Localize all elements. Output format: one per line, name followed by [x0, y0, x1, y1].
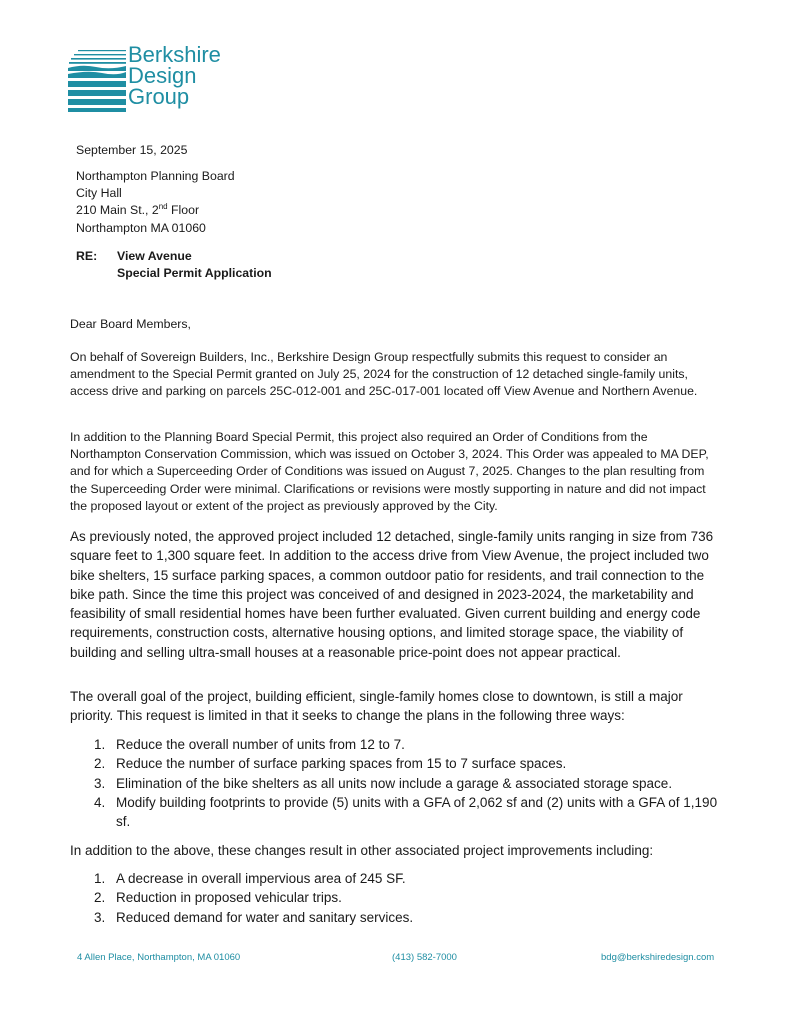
recipient-line-1: Northampton Planning Board: [76, 169, 235, 183]
list-item: 1. Reduce the overall number of units from 12 to 7.: [94, 737, 405, 752]
list-item: 3. Reduced demand for water and sanitary services.: [94, 909, 414, 925]
list-item: 4. Modify building footprints to provide (5) units with a GFA of 2,062 sf and (2) units with a GFA of 1,190 sf.: [94, 794, 718, 830]
list-item: 2. Reduce the number of surface parking spaces from 15 to 7 surface spaces.: [94, 756, 567, 772]
footer-email: bdg@berkshiredesign.com: [601, 952, 715, 963]
salutation: Dear Board Members,: [70, 317, 191, 331]
logo-word-group: Group: [128, 84, 190, 109]
paragraph-conservation: In addition to the Planning Board Special Permit, this project also required an Order of Conditions from the Northampton Conservation Commission, which was issued on October 3, 2024. This Order was appealed to MA DEP, and for which a Superceeding Order of Conditions was issued on August 7, 2025. Changes to the plan resulting from the Superceeding Order were minimal. Clarifications or revisions were mostly supporting in nature and did not impact the proposed layout or extent of the project as previously approved by the City.: [70, 430, 709, 513]
footer-phone: (413) 582-7000: [392, 952, 457, 963]
footer-address: 4 Allen Place, Northampton, MA 01060: [77, 952, 241, 963]
letter-date: September 15, 2025: [76, 143, 188, 157]
subject-lines: [117, 248, 272, 282]
floor-word: Floor: [167, 203, 200, 218]
list-item: 3. Elimination of the bike shelters as all units now include a garage & associated storage space.: [94, 775, 673, 791]
street-address: 210 Main St., 2: [76, 203, 159, 218]
paragraph-improvements: In addition to the above, these changes result in other associated project improvements including:: [70, 843, 654, 858]
list-item: 1. A decrease in overall impervious area of 245 SF.: [94, 871, 406, 886]
landscape-waves-icon: [68, 50, 126, 112]
logo-word-berkshire: Berkshire: [128, 42, 221, 67]
company-logo: [68, 44, 238, 116]
logo-word-design: Design: [128, 63, 197, 88]
changes-list: [94, 735, 724, 831]
list-item: 2. Reduction in proposed vehicular trips.: [94, 890, 342, 906]
subject-label: RE:: [76, 249, 98, 263]
subject-line-2: Special Permit Application: [117, 266, 272, 281]
improvements-list: [94, 869, 724, 927]
subject-line-1: View Avenue: [117, 249, 192, 263]
paragraph-intro: On behalf of Sovereign Builders, Inc., Berkshire Design Group respectfully submits this request to consider an amendment to the Special Permit granted on July 25, 2024 for the construction of 12 detached single-family units, access drive and parking on parcels 25C-012-001 and 25C-017-001 located off View Avenue and Northern Avenue.: [70, 350, 698, 399]
floor-ordinal: nd: [158, 202, 168, 212]
paragraph-background: As previously noted, the approved project included 12 detached, single-family units ranging in size from 736 square feet to 1,300 square feet. In addition to the access drive from View Avenue, the project included two bike shelters, 15 surface parking spaces, a common outdoor patio for residents, and trail connection to the bike path. Since the time this project was conceived of and designed in 2023-2024, the marketability and feasibility of small residential homes have been further evaluated. Given current building and energy code requirements, construction costs, alternative housing options, and limited storage space, the viability of building and selling ultra-small houses at a reasonable price-point does not appear practical.: [70, 529, 714, 660]
recipient-address: [76, 168, 235, 237]
recipient-line-2: City Hall: [76, 186, 122, 201]
recipient-line-3: [76, 202, 235, 219]
paragraph-goal: The overall goal of the project, building efficient, single-family homes close to downtown, is still a major priority. This request is limited in that it seeks to change the plans in the following three ways:: [70, 689, 683, 724]
recipient-line-4: Northampton MA 01060: [76, 220, 206, 235]
logo-wordmark: [128, 44, 221, 107]
